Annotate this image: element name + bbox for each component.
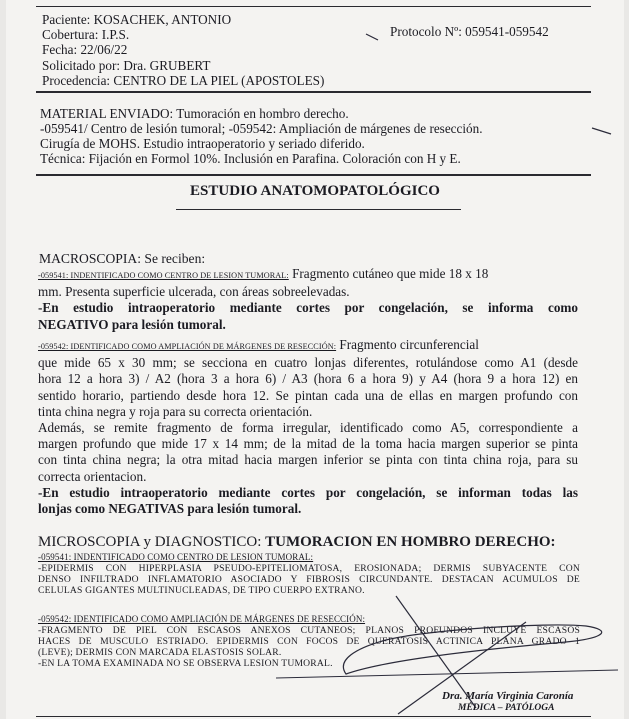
side-mark <box>592 128 611 134</box>
macro-s2-result-b: lonjas como NEGATIVAS para lesión tumoral. <box>38 501 302 517</box>
macro-s2-line-3: hora 12 a hora 3) / A2 (hora 3 a hora 6) / A3 (hora 6 a hora 9) y A4 (hora 9 a hora 12) en <box>38 371 578 387</box>
macro-s2-line-2: que mide 65 x 30 mm; se secciona en cuatro lonjas diferentes, rotulándose como A1 (desde <box>38 355 578 371</box>
pen-annotations <box>6 0 624 719</box>
macro-s2-line-4: sentido horario, partiendo desde hora 12. Se pintan cada una de ellas en margen profundo con <box>38 387 578 403</box>
protocol-number: Protocolo Nº: 059541-059542 <box>390 24 549 39</box>
micro-s1-line-1: -EPIDERMIS CON HIPERPLASIA PSEUDO-EPITELIOMATOSA, EROSIONADA; DERMIS SUBYACENTE CON <box>38 563 580 574</box>
macro-s1-text-a: Fragmento cutáneo que mide 18 x 18 <box>288 266 489 281</box>
material-surgery: Cirugía de MOHS. Estudio intraoperatorio y seriado diferido. <box>40 136 365 151</box>
macro-s1-label: -059541: INDENTIFICADO COMO CENTRO DE LESION TUMORAL: <box>38 271 289 280</box>
check-mark <box>366 34 378 40</box>
macro-s1-result-a: -En estudio intraoperatorio mediante cortes por congelación, se informa como <box>38 300 578 316</box>
circle-mark <box>343 625 601 674</box>
macro-s2-line-6: Además, se remite fragmento de forma irregular, identificado como A5, correspondiente a <box>38 420 578 436</box>
micro-s1-line-2: DENSO INFILTRADO INFLAMATORIO ASOCIADO Y FIBROSIS CIRCUNDANTE. DESTACAN ACUMULOS DE <box>38 574 580 585</box>
macro-s2-label: -059542: IDENTIFICADO COMO AMPLIACIÓN DE MÁRGENES DE RESECCIÓN: <box>38 342 337 351</box>
macro-s1-text-b: mm. Presenta superficie ulcerada, con áreas sobreelevadas. <box>38 284 350 300</box>
macro-s2-result-a: -En estudio intraoperatorio mediante cortes por congelación, se informan todas las <box>38 484 578 500</box>
material-samples: -059541/ Centro de lesión tumoral; -059542: Ampliación de márgenes de resección. <box>40 121 483 136</box>
date: Fecha: 22/06/22 <box>42 42 128 57</box>
micro-s2-line-2: HACES DE MUSCULO ESTRIADO. EPIDERMIS CON FOCOS DE QUERATOSIS ACTINICA PLANA GRADO 1 <box>38 636 580 647</box>
micro-s2-line-4: -EN LA TOMA EXAMINADA NO SE OBSERVA LESION TUMORAL. <box>38 658 333 669</box>
micro-s2-line-1: -FRAGMENTO DE PIEL CON ESCASOS ANEXOS CUTANEOS; PLANOS PROFUNDOS INCLUYE ESCASOS <box>38 625 580 636</box>
footer-rule <box>36 716 591 717</box>
micro-s2-line-3: (LEVE); DERMIS CON MARCADA ELASTOSIS SOLAR. <box>38 647 282 658</box>
coverage: Cobertura: I.P.S. <box>42 27 130 42</box>
micro-heading-diagnosis: TUMORACION EN HOMBRO DERECHO: <box>265 534 556 550</box>
material-technique: Técnica: Fijación en Formol 10%. Inclusión en Parafina. Coloración con H y E. <box>40 151 461 166</box>
micro-s1-line-3: CELULAS GIGANTES MULTINUCLEADAS, DE TIPO CUERPO EXTRANO. <box>38 585 365 596</box>
micro-heading-label: MICROSCOPIA y DIAGNOSTICO: <box>38 534 266 550</box>
material-sent: MATERIAL ENVIADO: Tumoración en hombro derecho. <box>40 106 349 121</box>
macro-s2-line-7: margen profundo que mide 17 x 14 mm; de la mitad de la toma hacia margen superior se pinta <box>38 436 578 452</box>
patient-name: Paciente: KOSACHEK, ANTONIO <box>42 12 232 27</box>
macro-s1-result-b: NEGATIVO para lesión tumoral. <box>38 316 226 332</box>
micro-s1-label: -059541: INDENTIFICADO COMO CENTRO DE LESION TUMORAL: <box>38 552 314 562</box>
underline-mark <box>276 670 618 678</box>
macro-s2-line-9: correcta orientacion. <box>38 468 147 484</box>
micro-s2-label: -059542: IDENTIFICADO COMO AMPLIACIÓN DE MÁRGENES DE RESECCIÓN: <box>38 614 366 624</box>
origin: Procedencia: CENTRO DE LA PIEL (APOSTOLES) <box>42 73 325 88</box>
report-title: ESTUDIO ANATOMOPATOLÓGICO <box>190 183 440 199</box>
macro-heading: MACROSCOPIA: Se reciben: <box>39 251 206 266</box>
signature-role: MÉDICA – PATÓLOGA <box>458 703 555 713</box>
macro-s2-text-a: Fragmento circunferencial <box>336 337 479 352</box>
macro-s2-line-5: tinta china negra y roja para su correcta orientación. <box>38 403 313 419</box>
macro-s2-line-8: con tinta china negra; la otra mitad hacia margen inferior se pinta con tinta china roja, para su <box>38 452 578 468</box>
report-page <box>6 0 624 719</box>
requested-by: Solicitado por: Dra. GRUBERT <box>42 58 211 73</box>
signature-name: Dra. María Virginia Caronía <box>442 690 574 702</box>
